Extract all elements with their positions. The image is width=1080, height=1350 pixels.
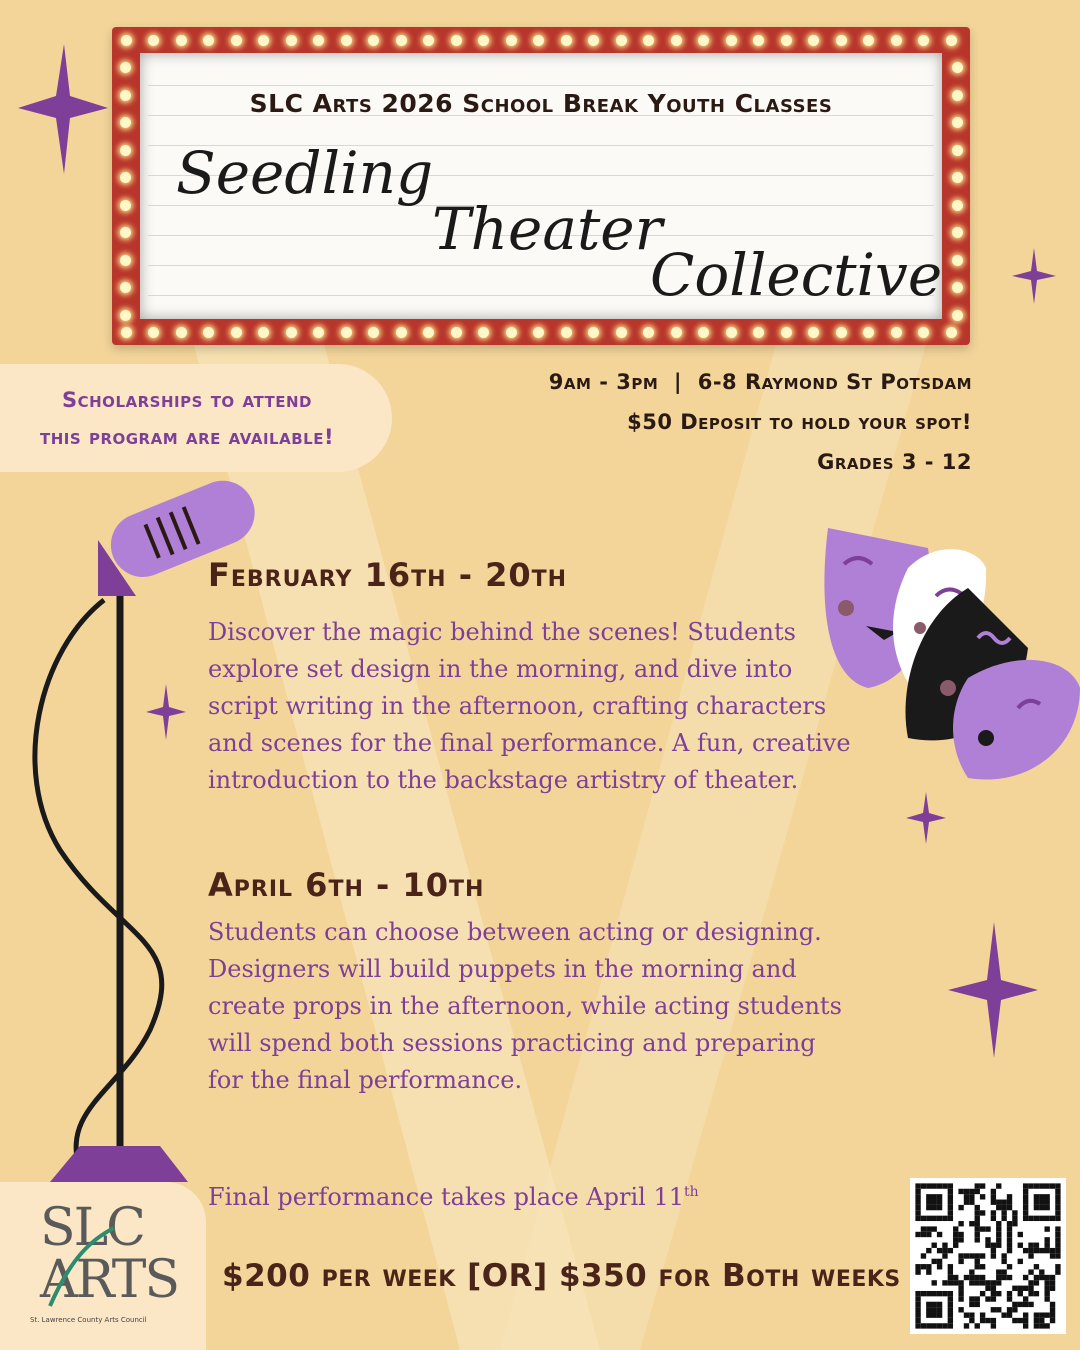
marquee-bulb: [121, 327, 132, 338]
marquee-bulb: [726, 35, 737, 46]
marquee-bulb: [341, 35, 352, 46]
marquee-bulb: [616, 35, 627, 46]
marquee-bulb: [121, 35, 132, 46]
marquee-bulb: [176, 327, 187, 338]
marquee-bulb: [203, 35, 214, 46]
marquee-bulb: [120, 62, 131, 73]
marquee-bulb: [120, 227, 131, 238]
deposit-info: $50 Deposit to hold your spot!: [627, 410, 972, 434]
marquee-bulb: [726, 327, 737, 338]
marquee-bulb: [952, 227, 963, 238]
marquee-bulb: [952, 117, 963, 128]
marquee-bulb: [396, 35, 407, 46]
marquee-bulb: [952, 90, 963, 101]
marquee-bulb: [533, 35, 544, 46]
marquee-bulb: [231, 35, 242, 46]
title-word-2: Theater: [432, 195, 663, 263]
marquee-bulb: [451, 327, 462, 338]
marquee-bulb: [368, 35, 379, 46]
marquee-bulb: [313, 35, 324, 46]
marquee-bulb: [286, 327, 297, 338]
marquee-bulb: [671, 327, 682, 338]
slc-arts-logo: [0, 1182, 206, 1350]
session-1-description: Discover the magic behind the scenes! Students explore set design in the morning, and dive into script writing in the afternoon, crafting characters and scenes for the final performance. A fun, creative introduction to the backstage artistry of theater.: [208, 618, 851, 794]
star-icon: [8, 44, 108, 174]
marquee-bulb: [258, 327, 269, 338]
marquee-bulb: [451, 35, 462, 46]
marquee-bulb: [863, 35, 874, 46]
marquee-bulb: [643, 35, 654, 46]
marquee-bulb: [120, 117, 131, 128]
marquee-bulb: [753, 35, 764, 46]
marquee-board: [140, 53, 942, 319]
marquee-bulb: [120, 145, 131, 156]
marquee-bulb: [423, 327, 434, 338]
marquee-bulb: [781, 327, 792, 338]
marquee-bulb: [698, 327, 709, 338]
marquee-bulb: [643, 327, 654, 338]
marquee-bulb: [616, 327, 627, 338]
marquee-bulb: [808, 35, 819, 46]
logo-swoosh-icon: [40, 1220, 120, 1310]
qr-code[interactable]: [910, 1178, 1066, 1334]
session-2-dates: April 6th - 10th: [208, 866, 485, 904]
marquee-bulb: [286, 35, 297, 46]
marquee-bulb: [753, 327, 764, 338]
marquee-bulb: [891, 327, 902, 338]
logo-text-bottom: ARTS: [40, 1250, 179, 1310]
marquee-bulb: [561, 327, 572, 338]
star-icon: [906, 792, 946, 844]
marquee-bulb: [952, 145, 963, 156]
scholarship-line-2: this program are available!: [39, 425, 335, 449]
marquee-bulb: [946, 327, 957, 338]
title-word-1: Seedling: [176, 139, 434, 207]
marquee-bulb: [561, 35, 572, 46]
marquee-bulb: [891, 35, 902, 46]
marquee-bulb: [863, 327, 874, 338]
logo-caption: St. Lawrence County Arts Council: [30, 1316, 147, 1324]
marquee-bulb: [368, 327, 379, 338]
marquee-bulb: [506, 35, 517, 46]
marquee-bulb: [698, 35, 709, 46]
marquee-bulb: [836, 327, 847, 338]
marquee-bulb: [120, 255, 131, 266]
marquee-bulb: [588, 327, 599, 338]
marquee-bulb: [396, 327, 407, 338]
marquee-bulb: [952, 200, 963, 211]
marquee-bulb: [588, 35, 599, 46]
marquee-bulb: [952, 255, 963, 266]
pricing-line: $200 per week [OR] $350 for Both weeks: [222, 1258, 901, 1294]
scholarship-banner: [0, 364, 392, 472]
marquee-bulb: [120, 282, 131, 293]
marquee-bulb: [836, 35, 847, 46]
marquee-bulb: [478, 35, 489, 46]
grades-info: Grades 3 - 12: [817, 450, 972, 474]
marquee-bulb: [120, 90, 131, 101]
marquee-bulb: [952, 282, 963, 293]
star-icon: [1012, 248, 1056, 304]
marquee-bulb: [423, 35, 434, 46]
marquee-bulb: [341, 327, 352, 338]
marquee-bulb: [781, 35, 792, 46]
logo-text-top: SLC: [40, 1198, 144, 1258]
star-icon: [948, 922, 1038, 1058]
marquee-bulb: [313, 327, 324, 338]
marquee-sign: [112, 27, 970, 345]
session-1-dates: February 16th - 20th: [208, 556, 568, 594]
marquee-bulb: [952, 310, 963, 321]
marquee-bulb: [808, 327, 819, 338]
marquee-bulb: [952, 172, 963, 183]
marquee-bulb: [946, 35, 957, 46]
marquee-bulb: [952, 62, 963, 73]
marquee-bulb: [148, 327, 159, 338]
final-performance-note: Final performance takes place April 11th: [208, 1183, 699, 1211]
marquee-bulb: [203, 327, 214, 338]
title-word-3: Collective: [650, 241, 943, 309]
marquee-bulb: [120, 172, 131, 183]
marquee-bulb: [533, 327, 544, 338]
marquee-bulb: [148, 35, 159, 46]
hours-location: 9am - 3pm | 6-8 Raymond St Potsdam: [548, 370, 972, 394]
marquee-bulb: [506, 327, 517, 338]
marquee-bulb: [258, 35, 269, 46]
marquee-bulb: [671, 35, 682, 46]
marquee-bulb: [918, 327, 929, 338]
scholarship-line-1: Scholarships to attend: [62, 388, 312, 412]
marquee-bulb: [120, 310, 131, 321]
theater-masks-icon: [808, 508, 1080, 798]
marquee-bulb: [918, 35, 929, 46]
marquee-bulb: [176, 35, 187, 46]
session-2-description: Students can choose between acting or designing. Designers will build puppets in the morning and create props in the afternoon, while acting students will spend both sessions practicing and preparing for the final performance.: [208, 918, 842, 1094]
marquee-bulb: [120, 200, 131, 211]
marquee-bulb: [231, 327, 242, 338]
program-subtitle: SLC Arts 2026 School Break Youth Classes: [249, 89, 833, 118]
marquee-bulb: [478, 327, 489, 338]
